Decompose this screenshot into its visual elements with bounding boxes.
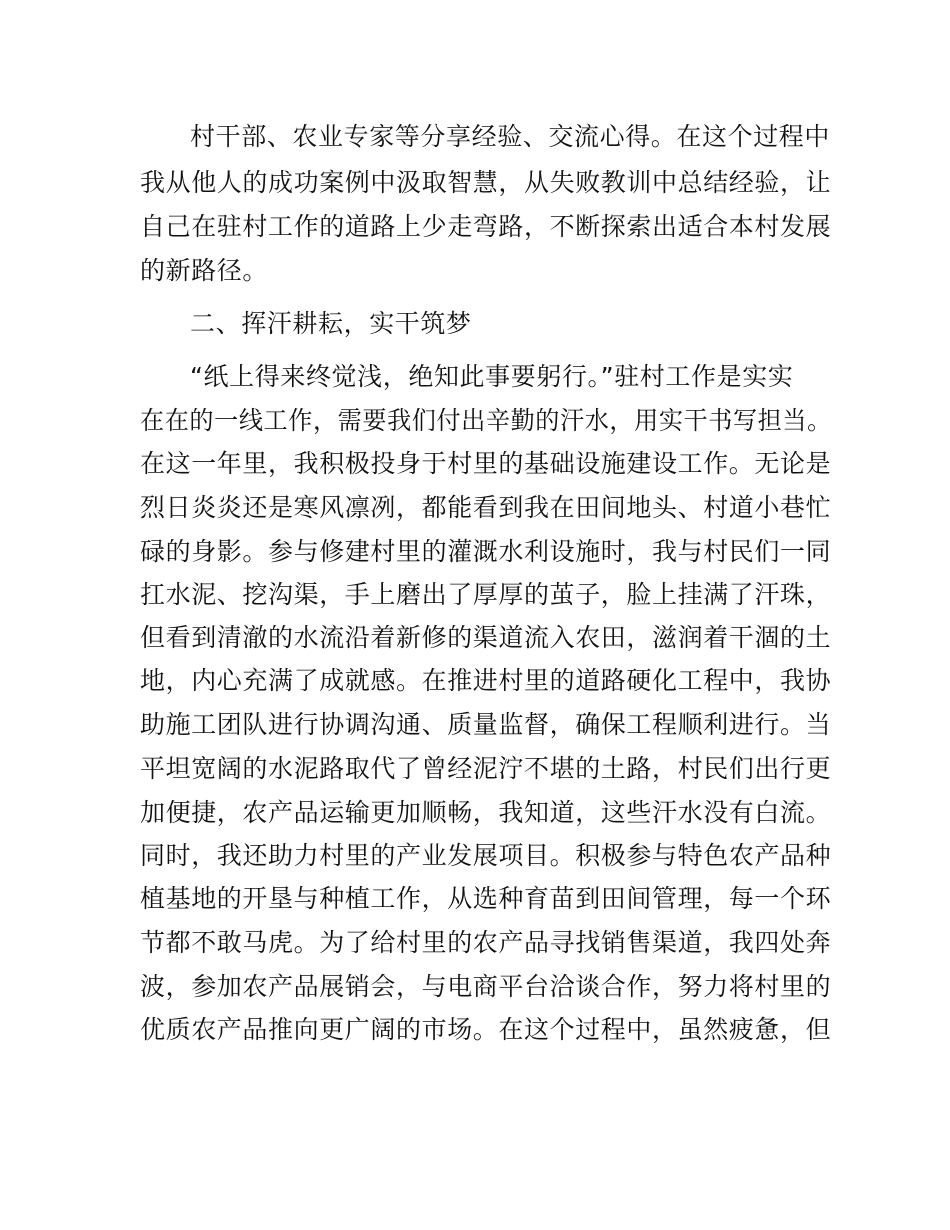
text-line: 加便捷，农产品运输更加顺畅，我知道，这些汗水没有白流。 bbox=[140, 798, 832, 827]
text-line: 我从他人的成功案例中汲取智慧，从失败教训中总结经验，让 bbox=[140, 168, 832, 197]
text-line: 植基地的开垦与种植工作，从选种育苗到田间管理，每一个环 bbox=[140, 884, 832, 913]
section-heading: 二、挥汗耕耘，实干筑梦 bbox=[190, 309, 472, 338]
text-line: 自己在驻村工作的道路上少走弯路，不断探索出适合本村发展 bbox=[140, 212, 832, 241]
text-line: 同时，我还助力村里的产业发展项目。积极参与特色农产品种 bbox=[140, 841, 832, 870]
text-line: 的新路径。 bbox=[140, 256, 269, 285]
text-line: 烈日炎炎还是寒风凛冽，都能看到我在田间地头、村道小巷忙 bbox=[140, 493, 832, 522]
text-line: 村干部、农业专家等分享经验、交流心得。在这个过程中 bbox=[190, 122, 831, 151]
text-line: 扛水泥、挖沟渠，手上磨出了厚厚的茧子，脸上挂满了汗珠， bbox=[140, 580, 832, 609]
text-line: 碌的身影。参与修建村里的灌溉水利设施时，我与村民们一同 bbox=[140, 537, 832, 566]
text-line: 助施工团队进行协调沟通、质量监督，确保工程顺利进行。当 bbox=[140, 710, 832, 739]
text-line: 节都不敢马虎。为了给村里的农产品寻找销售渠道，我四处奔 bbox=[140, 928, 832, 957]
text-line: “纸上得来终觉浅，绝知此事要躬行。”驻村工作是实实 bbox=[190, 362, 794, 391]
text-line: 在这一年里，我积极投身于村里的基础设施建设工作。无论是 bbox=[140, 449, 832, 478]
text-line: 波，参加农产品展销会，与电商平台洽谈合作，努力将村里的 bbox=[140, 972, 832, 1001]
text-line: 平坦宽阔的水泥路取代了曾经泥泞不堪的土路，村民们出行更 bbox=[140, 754, 832, 783]
text-line: 优质农产品推向更广阔的市场。在这个过程中，虽然疲惫，但 bbox=[140, 1015, 832, 1044]
text-line: 地，内心充满了成就感。在推进村里的道路硬化工程中，我协 bbox=[140, 666, 832, 695]
text-line: 但看到清澈的水流沿着新修的渠道流入农田，滋润着干涸的土 bbox=[140, 623, 832, 652]
text-line: 在在的一线工作，需要我们付出辛勤的汗水，用实干书写担当。 bbox=[140, 406, 832, 435]
